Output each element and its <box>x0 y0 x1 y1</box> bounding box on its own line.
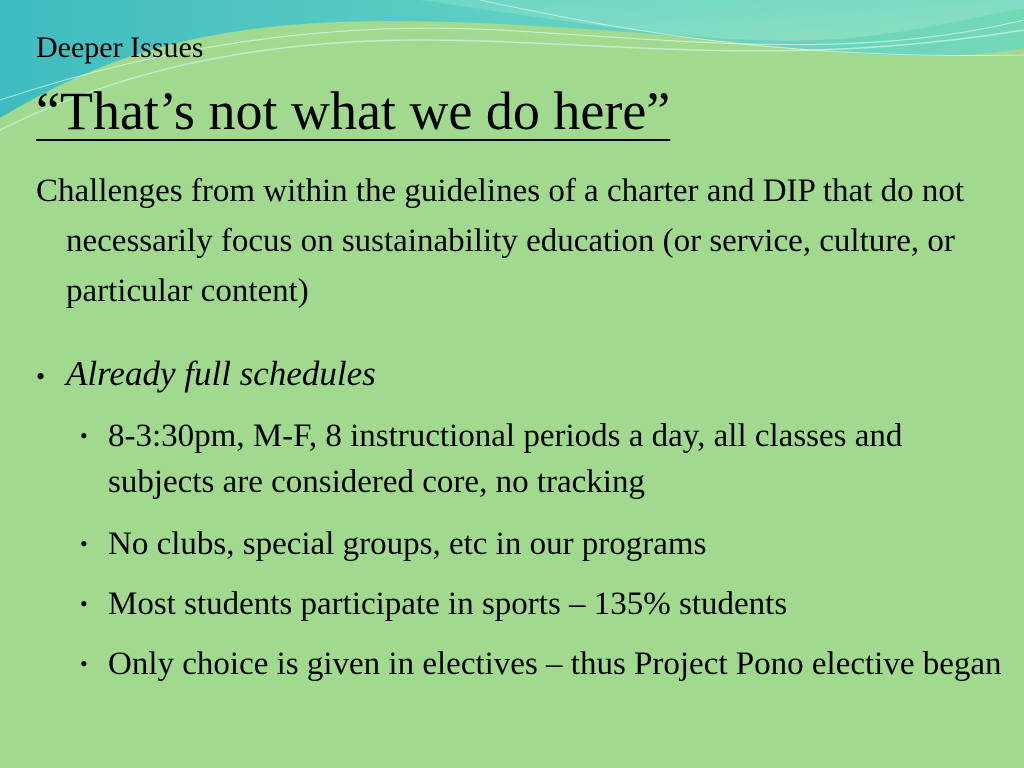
intro-paragraph: Challenges from within the guidelines of a charter and DIP that do not necessarily focus on sustainability education (or service, culture, or particular content) <box>36 173 965 309</box>
sub-bullet-text: Most students participate in sports – 135% students <box>108 586 788 622</box>
sub-bullet-text: No clubs, special groups, etc in our programs <box>108 526 707 562</box>
sub-bullet-marker: • <box>80 531 88 556</box>
sub-bullet-text: 8-3:30pm, M-F, 8 instructional periods a day, all classes and subjects are considered core, no tracking <box>108 418 903 500</box>
bullet-marker: • <box>36 362 46 391</box>
sub-bullet-marker: • <box>80 591 88 616</box>
slide-kicker: Deeper Issues <box>36 31 204 64</box>
sub-bullet-electives <box>80 641 1010 687</box>
bullet-already-full-schedules <box>36 350 376 401</box>
sub-bullet-schedule-hours <box>80 413 1010 505</box>
sub-bullet-text: Only choice is given in electives – thus Project Pono elective began <box>108 646 1002 682</box>
sub-bullet-sports <box>80 581 1010 627</box>
slide-title: “That’s not what we do here” <box>36 81 671 141</box>
sub-bullet-marker: • <box>80 651 88 676</box>
sub-bullet-no-clubs <box>80 521 1010 567</box>
sub-bullet-marker: • <box>80 423 88 448</box>
bullet-text: Already full schedules <box>66 354 376 393</box>
